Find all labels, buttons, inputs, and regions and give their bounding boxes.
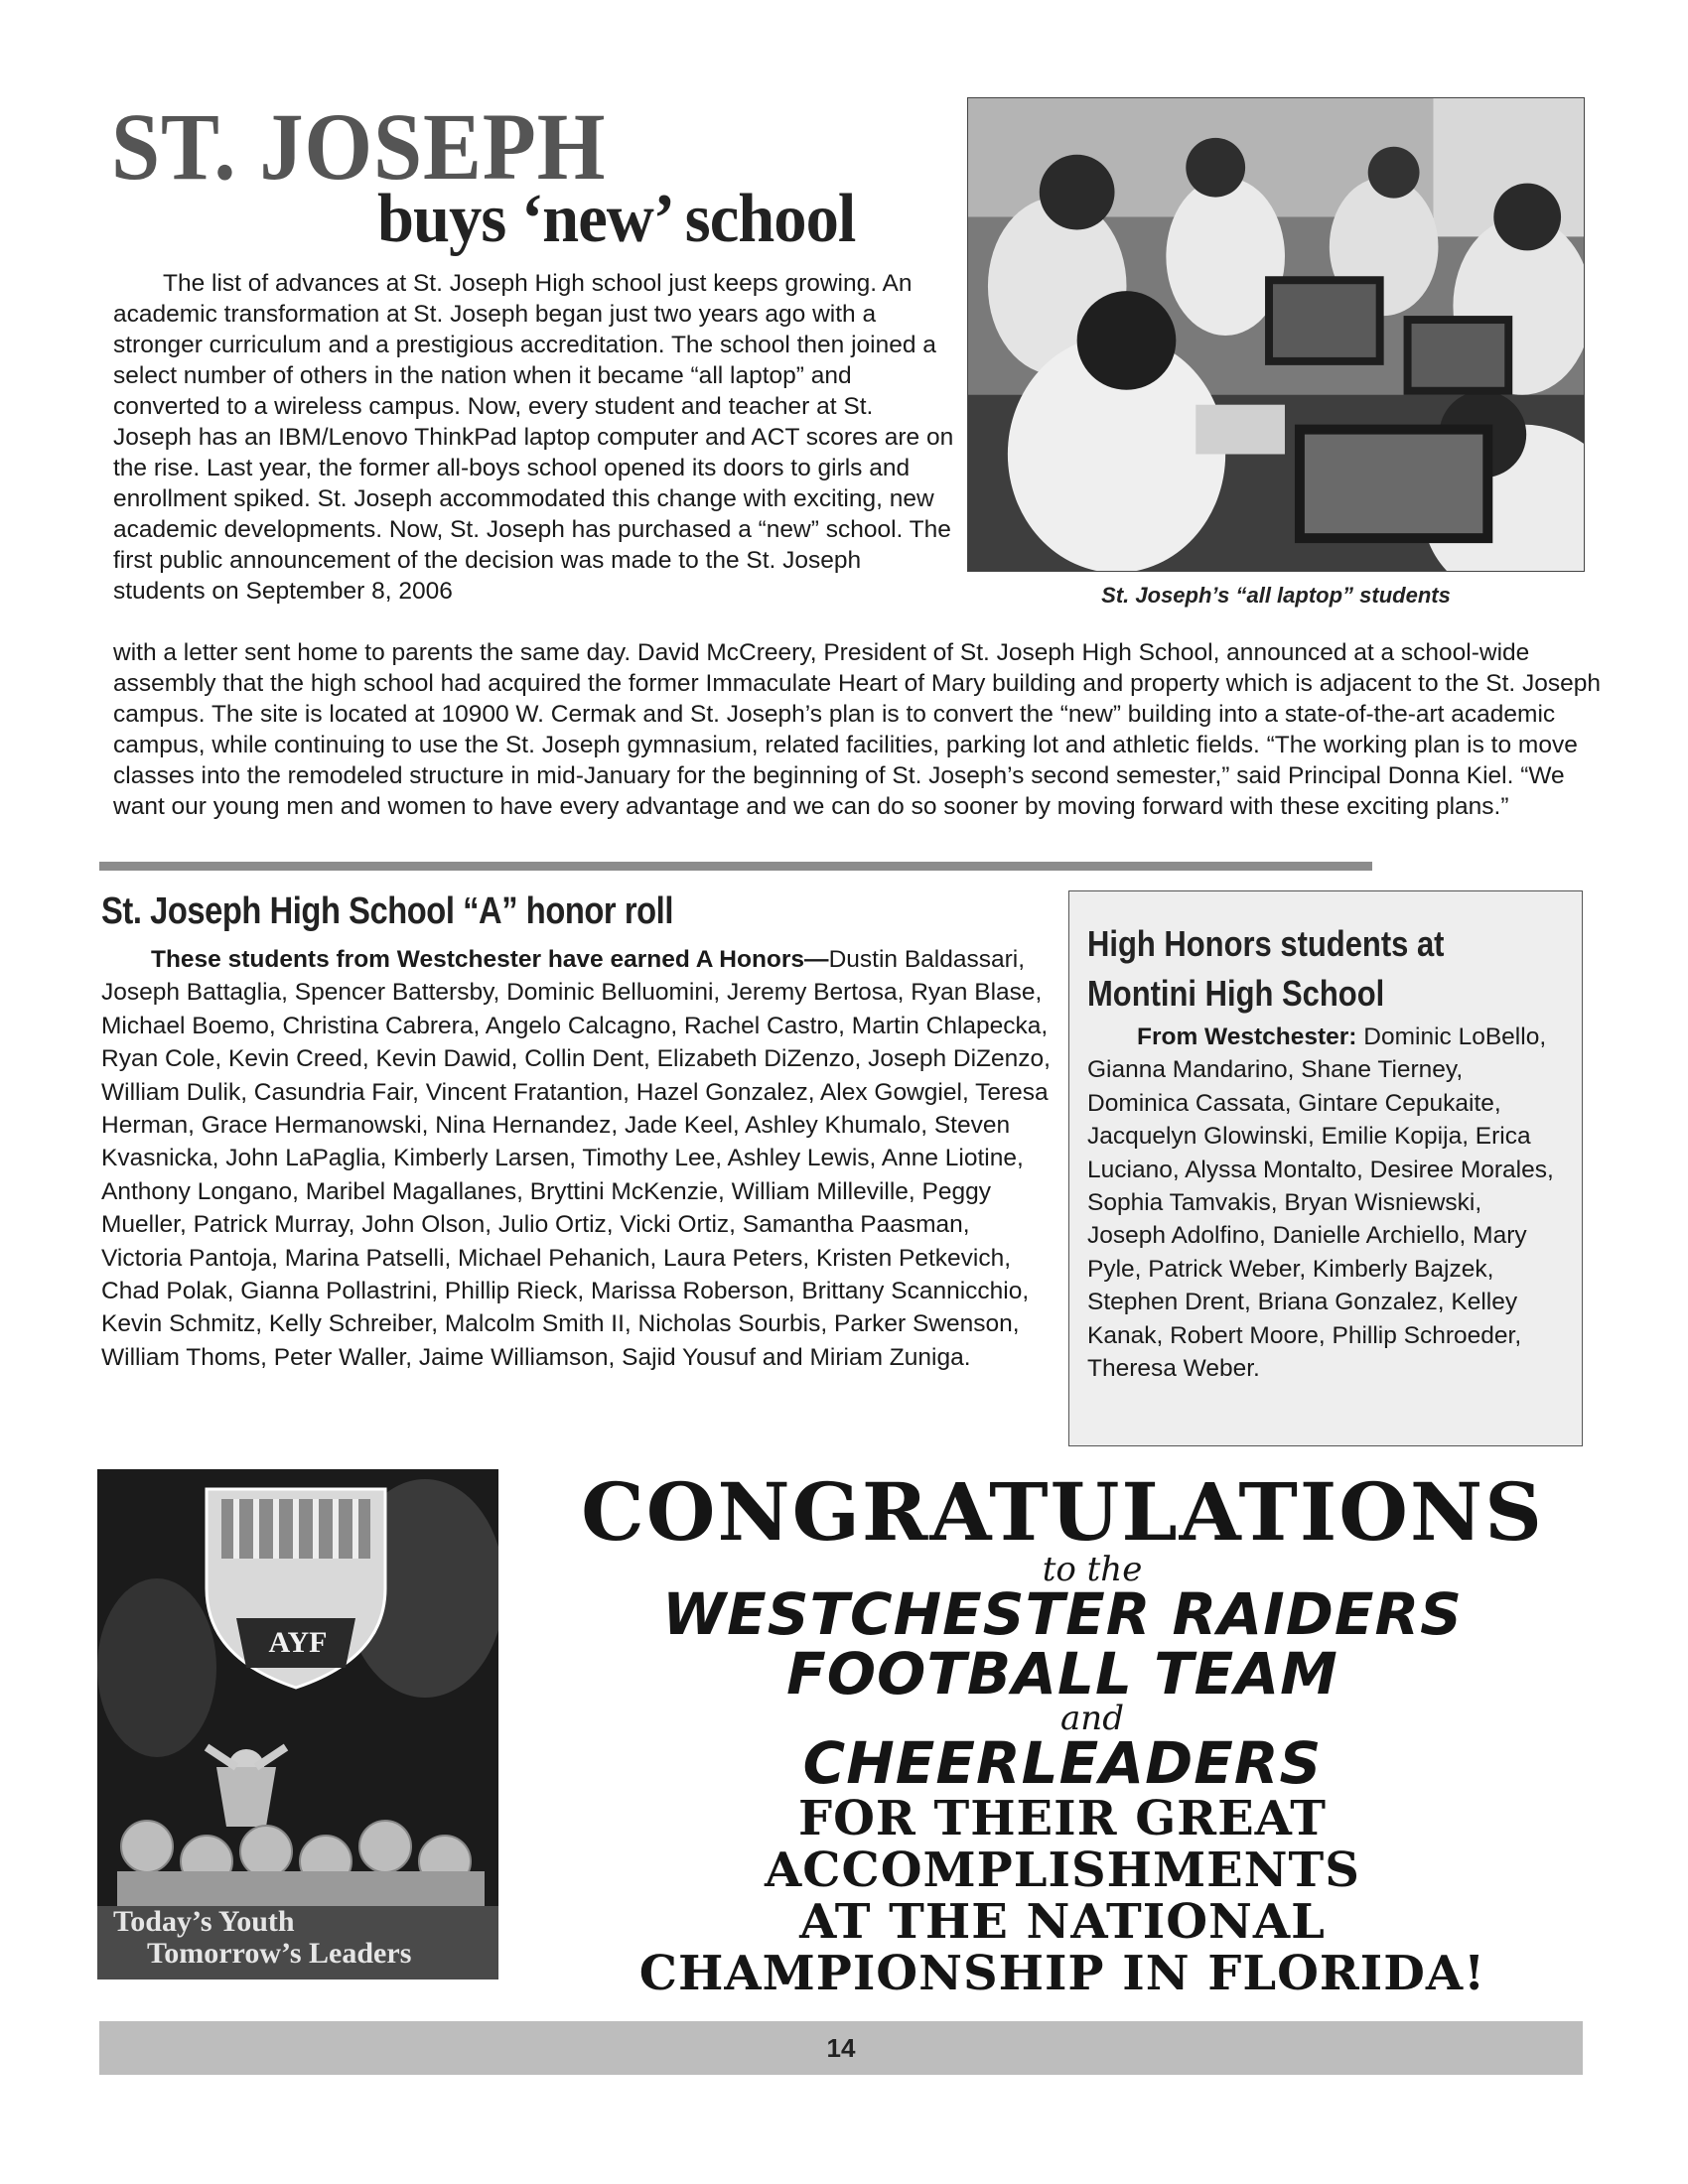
page-footer [99,2021,1583,2075]
ayf-ad [97,1469,498,1979]
honor-roll-heading: St. Joseph High School “A” honor roll [101,890,673,932]
congrats-line4: FOOTBALL TEAM [786,1640,1338,1707]
page-number: 14 [826,2033,856,2063]
congrats-line6: CHEERLEADERS [802,1729,1323,1797]
montini-names: Dominic LoBello, Gianna Mandarino, Shane Tierney, Dominica Cassata, Gintare Cepukaite, Jacquelyn Glowinski, Emilie Kopija, Erica Luciano, Alyssa Montalto, Desiree Morales, Sophia Tamvakis, Bryan Wisniewski, Joseph Adolfino, Danielle Archiello, Mary Pyle, Patrick Weber, Kimberly Bajzek, Stephen Drent, Briana Gonzalez, Kelley Kanak, Robert Moore, Phillip Schroeder, Theresa Weber. [1087,1024,1554,1383]
classroom-photo-illustration [968,98,1584,571]
ayf-slogan [113,1906,411,1970]
classroom-photo [967,97,1585,572]
congrats-line7: FOR THEIR GREAT [797,1791,1327,1846]
congrats-line9: AT THE NATIONAL [799,1894,1326,1950]
photo-caption: St. Joseph’s “all laptop” students [1101,583,1451,608]
article-body-wide: with a letter sent home to parents the same day. David McCreery, President of St. Joseph High School, announced at a school-wide assembly that the high school had acquired the former Immaculate Heart of Mary building and property which is adjacent to the St. Joseph campus. The site is located at 10900 W. Cermak and St. Joseph’s plan is to convert the “new” building into a state-of-the-art academic campus, while continuing to use the St. Joseph gymnasium, related facilities, parking lot and athletic fields. “The working plan is to move classes into the remodeled structure in mid-January for the beginning of St. Joseph’s second semester,” said Principal Donna Kiel. “We want our young men and women to have every advantage and we can do so sooner by moving forward with these exciting plans.” [113,639,1602,820]
montini-lead: From Westchester: [1137,1024,1357,1050]
congrats-line2: to the [1042,1550,1143,1589]
congrats-line8: ACCOMPLISHMENTS [765,1843,1360,1898]
ayf-slogan-line2: Tomorrow’s Leaders [147,1937,412,1970]
article-title: ST. JOSEPH [111,93,607,200]
article-body-narrow: The list of advances at St. Joseph High school just keeps growing. An academic transformation at St. Joseph began just two years ago with a stronger curriculum and a prestigious accreditation. The school then joined a select number of others in the nation when it became “all laptop” and converted to a wireless campus. Now, every student and teacher at St. Joseph has an IBM/Lenovo ThinkPad laptop computer and ACT scores are on the rise. Last year, the former all-boys school opened its doors to girls and enrollment spiked. St. Joseph accommodated this change with exciting, new academic developments. Now, St. Joseph has purchased a “new” school. The first public announcement of the decision was made to the St. Joseph students on September 8, 2006 [113,270,954,605]
congrats-line1: CONGRATULATIONS [581,1465,1544,1559]
congrats-line5: and [1060,1699,1124,1738]
congrats-line3: WESTCHESTER RAIDERS [662,1580,1463,1648]
congratulations-ad [536,1465,1589,2001]
montini-heading [1087,919,1566,1019]
honor-roll-names: Dustin Baldassari, Joseph Battaglia, Spencer Battersby, Dominic Belluomini, Jeremy Bertosa, Ryan Blase, Michael Boemo, Christina Cabrera, Angelo Calcagno, Rachel Castro, Martin Chlapecka, Ryan Cole, Kevin Creed, Kevin Dawid, Collin Dent, Elizabeth DiZenzo, Joseph DiZenzo, William Dulik, Casundria Fair, Vincent Fratantion, Hazel Gonzalez, Alex Gowgiel, Teresa Herman, Grace Hermanowski, Nina Hernandez, Jade Keel, Ashley Khumalo, Steven Kvasnicka, John LaPaglia, Kimberly Larsen, Timothy Lee, Ashley Lewis, Anne Liotine, Anthony Longano, Maribel Magallanes, Bryttini McKenzie, William Milleville, Peggy Mueller, Patrick Murray, John Olson, Julio Ortiz, Vicki Ortiz, Samantha Paasman, Victoria Pantoja, Marina Patselli, Michael Pehanich, Laura Peters, Kristen Petkevich, Chad Polak, Gianna Pollastrini, Phillip Rieck, Marissa Roberson, Brittany Scannicchio, Kevin Schmitz, Kelly Schreiber, Malcolm Smith II, Nicholas Sourbis, Parker Swenson, William Thoms, Peter Waller, Jaime Williamson, Sajid Yousuf and Miriam Zuniga. [101,946,1051,1371]
honor-roll-body [101,943,1055,1374]
ayf-badge-text: AYF [268,1626,328,1659]
montini-box [1068,890,1583,1446]
article-subtitle: buys ‘new’ school [377,181,856,257]
honor-roll-lead: These students from Westchester have earned A Honors— [151,946,829,973]
ayf-slogan-line1: Today’s Youth [113,1905,295,1938]
congrats-line10: CHAMPIONSHIP IN FLORIDA! [638,1946,1486,2001]
ayf-ad-illustration [97,1469,498,1979]
section-divider [99,862,1372,871]
montini-body [1087,1021,1564,1385]
montini-heading-line1: High Honors students at [1087,923,1445,964]
montini-heading-line2: Montini High School [1087,973,1385,1014]
